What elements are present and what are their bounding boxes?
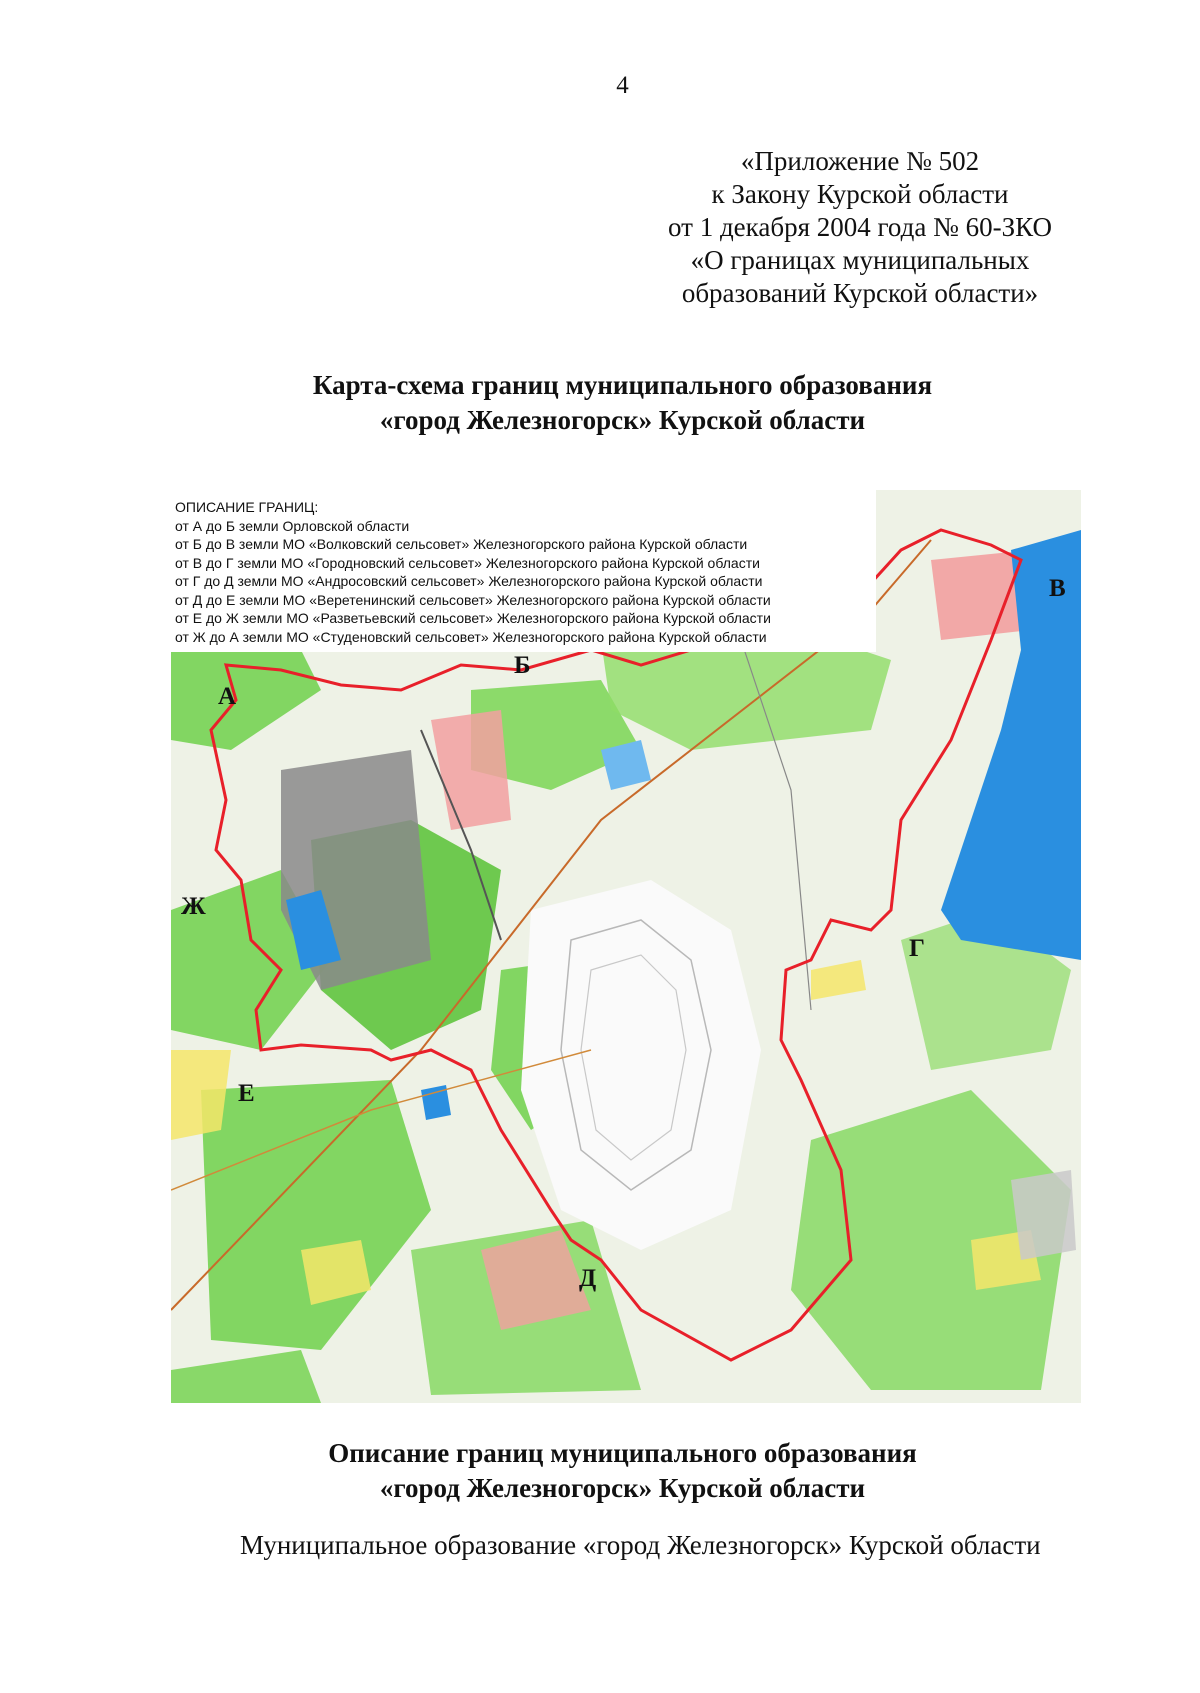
legend-item: от Д до Е земли МО «Веретенинский сельсовет» Железногорского района Курской области: [175, 591, 771, 608]
map-title: [0, 368, 1200, 438]
legend-item: от В до Г земли МО «Городновский сельсовет» Железногорского района Курской области: [175, 554, 760, 571]
description-title-line: Описание границ муниципального образования: [328, 1438, 917, 1468]
boundary-legend: [171, 490, 876, 652]
legend-item: от А до Б земли Орловской области: [175, 517, 410, 534]
map-title-line: «город Железногорск» Курской области: [379, 405, 866, 435]
point-zh-label: Ж: [181, 893, 206, 920]
map-title-line: Карта-схема границ муниципального образования: [312, 370, 933, 400]
boundary-map: [171, 490, 1081, 1403]
point-a-label: А: [218, 683, 237, 710]
description-title-line: «город Железногорск» Курской области: [379, 1473, 866, 1503]
legend-item: от Б до В земли МО «Волковский сельсовет» Железногорского района Курской области: [175, 536, 748, 552]
point-g-label: Г: [909, 935, 925, 962]
description-text: Муниципальное образование «город Железногорск» Курской области: [240, 1530, 1041, 1560]
point-d-label: Д: [579, 1265, 597, 1292]
appendix-line: образований Курской области»: [681, 278, 1039, 308]
legend-item: от Г до Д земли МО «Андросовский сельсовет» Железногорского района Курской области: [175, 573, 763, 589]
point-b-label: Б: [514, 652, 531, 679]
legend-item: от Ж до А земли МО «Студеновский сельсовет» Железногорского района Курской области: [175, 628, 767, 645]
appendix-line: «О границах муниципальных: [690, 245, 1030, 275]
appendix-header: [640, 145, 1080, 310]
appendix-line: к Закону Курской области: [711, 179, 1009, 209]
point-e-label: Е: [238, 1080, 255, 1107]
description-title: [0, 1436, 1200, 1506]
legend-item: от Е до Ж земли МО «Разветьевский сельсовет» Железногорского района Курской области: [175, 610, 771, 626]
appendix-line: «Приложение № 502: [740, 146, 980, 176]
appendix-line: от 1 декабря 2004 года № 60-ЗКО: [668, 212, 1052, 242]
point-v-label: В: [1049, 575, 1066, 602]
page-number: 4: [616, 72, 629, 99]
legend-heading: ОПИСАНИЕ ГРАНИЦ:: [175, 499, 319, 515]
